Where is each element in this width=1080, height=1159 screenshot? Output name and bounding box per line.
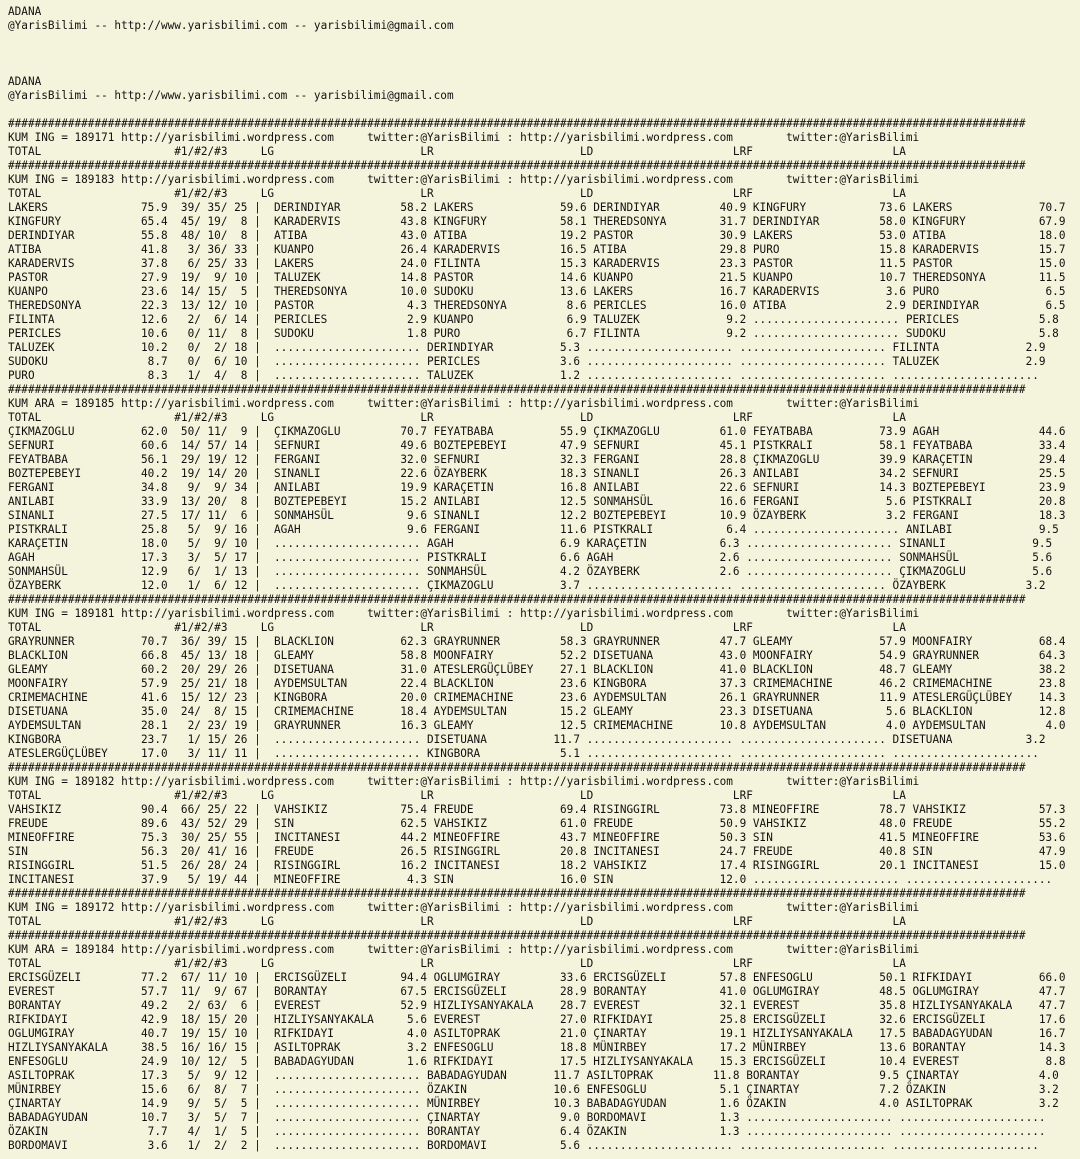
report-line: KARAÇETIN 18.0 5/ 9/ 10 | ...................... AGAH 6.9 KARAÇETIN 6.3 ...................... SINANLI 9.5: [8, 537, 1053, 550]
section-divider: #########################################################################################################################################################: [8, 929, 1026, 942]
report-line: KINGBORA 23.7 1/ 15/ 26 | ...................... DISETUANA 11.7 ...................... ...................... DISETUANA 3.2: [8, 733, 1046, 746]
report-line: SIN 56.3 20/ 41/ 16 | FREUDE 26.5 RISINGGIRL 20.8 INCITANESI 24.7 FREUDE 40.8 SIN 47.9: [8, 845, 1066, 858]
race-header: KUM ARA = 189184 http://yarisbilimi.wordpress.com twitter:@YarisBilimi : http://yarisbilimi.wordpress.com twitter:@YarisBilimi: [8, 943, 920, 956]
report-line: ÇINARTAY 14.9 9/ 5/ 5 | ...................... MÜNIRBEY 10.3 BABADAGYUDAN 1.6 ÖZAKIN 4.0 ASILTOPRAK 3.2: [8, 1097, 1059, 1110]
section-divider: #########################################################################################################################################################: [8, 887, 1026, 900]
report-line: BORANTAY 49.2 2/ 63/ 6 | EVEREST 52.9 HIZLIYSANYAKALA 28.7 EVEREST 32.1 EVEREST 35.8 HIZLIYSANYAKALA 47.7: [8, 999, 1066, 1012]
section-divider: #########################################################################################################################################################: [8, 383, 1026, 396]
race-header: KUM ING = 189171 http://yarisbilimi.wordpress.com twitter:@YarisBilimi : http://yarisbilimi.wordpress.com twitter:@YarisBilimi: [8, 131, 920, 144]
race-header: KUM ING = 189183 http://yarisbilimi.wordpress.com twitter:@YarisBilimi : http://yarisbilimi.wordpress.com twitter:@YarisBilimi: [8, 173, 920, 186]
page-title: ADANA: [8, 5, 42, 18]
report-line: THEREDSONYA 22.3 13/ 12/ 10 | PASTOR 4.3 THEREDSONYA 8.6 PERICLES 16.0 ATIBA 2.9 DERINDIYAR 6.5: [8, 299, 1066, 312]
report-line: TALUZEK 10.2 0/ 2/ 18 | ...................... DERINDIYAR 5.3 ...................... ...................... FILINTA 2.9: [8, 341, 1046, 354]
report-line: DERINDIYAR 55.8 48/ 10/ 8 | ATIBA 43.0 ATIBA 19.2 PASTOR 30.9 LAKERS 53.0 ATIBA 18.0: [8, 229, 1066, 242]
report-line: BABADAGYUDAN 10.7 3/ 5/ 7 | ...................... ÇINARTAY 9.0 BORDOMAVI 1.3 ...................... ......................: [8, 1111, 1046, 1124]
column-header: TOTAL #1/#2/#3 LG LR LD LRF LA: [8, 187, 906, 200]
report-line: ERCISGÜZELI 77.2 67/ 11/ 10 | ERCISGÜZELI 94.4 OGLUMGIRAY 33.6 ERCISGÜZELI 57.8 ENFESOGLU 50.1 RIFKIDAYI 66.0: [8, 971, 1066, 984]
report-line: KUANPO 23.6 14/ 15/ 5 | THEREDSONYA 10.0 SUDOKU 13.6 LAKERS 16.7 KARADERVIS 3.6 PURO 6.5: [8, 285, 1066, 298]
report-line: RIFKIDAYI 42.9 18/ 15/ 20 | HIZLIYSANYAKALA 5.6 EVEREST 27.0 RIFKIDAYI 25.8 ERCISGÜZELI 32.6 ERCISGÜZELI 17.6: [8, 1013, 1066, 1026]
report-line: GRAYRUNNER 70.7 36/ 39/ 15 | BLACKLION 62.3 GRAYRUNNER 58.3 GRAYRUNNER 47.7 GLEAMY 57.9 MOONFAIRY 68.4: [8, 635, 1066, 648]
report-line: GLEAMY 60.2 20/ 29/ 26 | DISETUANA 31.0 ATESLERGÜÇLÜBEY 27.1 BLACKLION 41.0 BLACKLION 48.7 GLEAMY 38.2: [8, 663, 1066, 676]
report-line: MINEOFFIRE 75.3 30/ 25/ 55 | INCITANESI 44.2 MINEOFFIRE 43.7 MINEOFFIRE 50.3 SIN 41.5 MINEOFFIRE 53.6: [8, 831, 1066, 844]
section-divider: #########################################################################################################################################################: [8, 117, 1026, 130]
report-line: MÜNIRBEY 15.6 6/ 8/ 7 | ...................... ÖZAKIN 10.6 ENFESOGLU 5.1 ÇINARTAY 7.2 ÖZAKIN 3.2: [8, 1083, 1059, 1096]
column-header: TOTAL #1/#2/#3 LG LR LD LRF LA: [8, 145, 906, 158]
report-line: INCITANESI 37.9 5/ 19/ 44 | MINEOFFIRE 4.3 SIN 16.0 SIN 12.0 ...................... ......................: [8, 873, 1053, 886]
blank-line: [8, 33, 1065, 47]
report-line: ANILABI 33.9 13/ 20/ 8 | BOZTEPEBEYI 15.2 ANILABI 12.5 SONMAHSÜL 16.6 FERGANI 5.6 PISTKRALI 20.8: [8, 495, 1066, 508]
report-line: RISINGGIRL 51.5 26/ 28/ 24 | RISINGGIRL 16.2 INCITANESI 18.2 VAHSIKIZ 17.4 RISINGGIRL 20.1 INCITANESI 15.0: [8, 859, 1066, 872]
report-line: KINGFURY 65.4 45/ 19/ 8 | KARADERVIS 43.8 KINGFURY 58.1 THEREDSONYA 31.7 DERINDIYAR 58.0 KINGFURY 67.9: [8, 215, 1066, 228]
race-header: KUM ARA = 189185 http://yarisbilimi.wordpress.com twitter:@YarisBilimi : http://yarisbilimi.wordpress.com twitter:@YarisBilimi: [8, 397, 920, 410]
report-line: AYDEMSULTAN 28.1 2/ 23/ 19 | GRAYRUNNER 16.3 GLEAMY 12.5 CRIMEMACHINE 10.8 AYDEMSULTAN 4.0 AYDEMSULTAN 4.0: [8, 719, 1066, 732]
report-line: FERGANI 34.8 9/ 9/ 34 | ANILABI 19.9 KARAÇETIN 16.8 ANILABI 22.6 SEFNURI 14.3 BOZTEPEBEYI 23.9: [8, 481, 1066, 494]
report-line: PURO 8.3 1/ 4/ 8 | ...................... TALUZEK 1.2 ...................... ...................... ......................: [8, 369, 1039, 382]
section-divider: #########################################################################################################################################################: [8, 593, 1026, 606]
report-line: SONMAHSÜL 12.9 6/ 1/ 13 | ...................... SONMAHSÜL 4.2 ÖZAYBERK 2.6 ...................... ÇIKMAZOGLU 5.6: [8, 565, 1053, 578]
race-report-text: [8, 5, 1065, 1153]
report-line: FEYATBABA 56.1 29/ 19/ 12 | FERGANI 32.0 SEFNURI 32.3 FERGANI 28.8 ÇIKMAZOGLU 39.9 KARAÇETIN 29.4: [8, 453, 1066, 466]
report-line: FREUDE 89.6 43/ 52/ 29 | SIN 62.5 VAHSIKIZ 61.0 FREUDE 50.9 VAHSIKIZ 48.0 FREUDE 55.2: [8, 817, 1066, 830]
report-line: ÖZAKIN 7.7 4/ 1/ 5 | ...................... BORANTAY 6.4 ÖZAKIN 1.3 ...................... ......................: [8, 1125, 1046, 1138]
blank-line: [8, 61, 1065, 75]
report-line: PASTOR 27.9 19/ 9/ 10 | TALUZEK 14.8 PASTOR 14.6 KUANPO 21.5 KUANPO 10.7 THEREDSONYA 11.5: [8, 271, 1066, 284]
report-line: BLACKLION 66.8 45/ 13/ 18 | GLEAMY 58.8 MOONFAIRY 52.2 DISETUANA 43.0 MOONFAIRY 54.9 GRAYRUNNER 64.3: [8, 649, 1066, 662]
blank-line: [8, 103, 1065, 117]
column-header: TOTAL #1/#2/#3 LG LR LD LRF LA: [8, 411, 906, 424]
report-line: OGLUMGIRAY 40.7 19/ 15/ 10 | RIFKIDAYI 4.0 ASILTOPRAK 21.0 ÇINARTAY 19.1 HIZLIYSANYAKALA 17.5 BABADAGYUDAN 16.7: [8, 1027, 1066, 1040]
report-line: ASILTOPRAK 17.3 5/ 9/ 12 | ...................... BABADAGYUDAN 11.7 ASILTOPRAK 11.8 BORANTAY 9.5 ÇINARTAY 4.0: [8, 1069, 1059, 1082]
report-line: SEFNURI 60.6 14/ 57/ 14 | SEFNURI 49.6 BOZTEPEBEYI 47.9 SEFNURI 45.1 PISTKRALI 58.1 FEYATBABA 33.4: [8, 439, 1066, 452]
race-header: KUM ING = 189172 http://yarisbilimi.wordpress.com twitter:@YarisBilimi : http://yarisbilimi.wordpress.com twitter:@YarisBilimi: [8, 901, 920, 914]
column-header: TOTAL #1/#2/#3 LG LR LD LRF LA: [8, 957, 906, 970]
report-line: PERICLES 10.6 0/ 11/ 8 | SUDOKU 1.8 PURO 6.7 FILINTA 9.2 ...................... SUDOKU 5.8: [8, 327, 1059, 340]
report-line: HIZLIYSANYAKALA 38.5 16/ 16/ 15 | ASILTOPRAK 3.2 ENFESOGLU 18.8 MÜNIRBEY 17.2 MÜNIRBEY 13.6 BORANTAY 14.3: [8, 1041, 1066, 1054]
contact-line: @YarisBilimi -- http://www.yarisbilimi.com -- yarisbilimi@gmail.com: [8, 89, 454, 102]
report-line: BOZTEPEBEYI 40.2 19/ 14/ 20 | SINANLI 22.6 ÖZAYBERK 18.3 SINANLI 26.3 ANILABI 34.2 SEFNURI 25.5: [8, 467, 1066, 480]
race-header: KUM ING = 189181 http://yarisbilimi.wordpress.com twitter:@YarisBilimi : http://yarisbilimi.wordpress.com twitter:@YarisBilimi: [8, 607, 920, 620]
report-line: ÖZAYBERK 12.0 1/ 6/ 12 | ...................... ÇIKMAZOGLU 3.7 ...................... ...................... ÖZAYBERK 3.2: [8, 579, 1046, 592]
column-header: TOTAL #1/#2/#3 LG LR LD LRF LA: [8, 915, 906, 928]
report-line: LAKERS 75.9 39/ 35/ 25 | DERINDIYAR 58.2 LAKERS 59.6 DERINDIYAR 40.9 KINGFURY 73.6 LAKERS 70.7: [8, 201, 1066, 214]
report-line: SUDOKU 8.7 0/ 6/ 10 | ...................... PERICLES 3.6 ...................... ...................... TALUZEK 2.9: [8, 355, 1046, 368]
report-line: BORDOMAVI 3.6 1/ 2/ 2 | ...................... BORDOMAVI 5.6 ...................... ...................... ......................: [8, 1139, 1039, 1152]
report-line: PISTKRALI 25.8 5/ 9/ 16 | AGAH 9.6 FERGANI 11.6 PISTKRALI 6.4 ...................... ANILABI 9.5: [8, 523, 1059, 536]
report-line: ATIBA 41.8 3/ 36/ 33 | KUANPO 26.4 KARADERVIS 16.5 ATIBA 29.8 PURO 15.8 KARADERVIS 15.7: [8, 243, 1066, 256]
column-header: TOTAL #1/#2/#3 LG LR LD LRF LA: [8, 621, 906, 634]
contact-line: @YarisBilimi -- http://www.yarisbilimi.com -- yarisbilimi@gmail.com: [8, 19, 454, 32]
section-divider: #########################################################################################################################################################: [8, 761, 1026, 774]
blank-line: [8, 47, 1065, 61]
report-line: ATESLERGÜÇLÜBEY 17.0 3/ 11/ 11 | ...................... KINGBORA 5.1 ...................... ...................... ......................: [8, 747, 1039, 760]
race-header: KUM ING = 189182 http://yarisbilimi.wordpress.com twitter:@YarisBilimi : http://yarisbilimi.wordpress.com twitter:@YarisBilimi: [8, 775, 920, 788]
report-line: ÇIKMAZOGLU 62.0 50/ 11/ 9 | ÇIKMAZOGLU 70.7 FEYATBABA 55.9 ÇIKMAZOGLU 61.0 FEYATBABA 73.9 AGAH 44.6: [8, 425, 1066, 438]
report-line: SINANLI 27.5 17/ 11/ 6 | SONMAHSÜL 9.6 SINANLI 12.2 BOZTEPEBEYI 10.9 ÖZAYBERK 3.2 FERGANI 18.3: [8, 509, 1066, 522]
report-line: ENFESOGLU 24.9 10/ 12/ 5 | BABADAGYUDAN 1.6 RIFKIDAYI 17.5 HIZLIYSANYAKALA 15.3 ERCISGÜZELI 10.4 EVEREST 8.8: [8, 1055, 1066, 1068]
report-line: MOONFAIRY 57.9 25/ 21/ 18 | AYDEMSULTAN 22.4 BLACKLION 23.6 KINGBORA 37.3 CRIMEMACHINE 46.2 CRIMEMACHINE 23.8: [8, 677, 1066, 690]
report-line: DISETUANA 35.0 24/ 8/ 15 | CRIMEMACHINE 18.4 AYDEMSULTAN 15.2 GLEAMY 23.3 DISETUANA 5.6 BLACKLION 12.8: [8, 705, 1066, 718]
report-line: EVEREST 57.7 11/ 9/ 67 | BORANTAY 67.5 ERCISGÜZELI 28.9 BORANTAY 41.0 OGLUMGIRAY 48.5 OGLUMGIRAY 47.7: [8, 985, 1066, 998]
page-title: ADANA: [8, 75, 42, 88]
report-line: AGAH 17.3 3/ 5/ 17 | ...................... PISTKRALI 6.6 AGAH 2.6 ...................... SONMAHSÜL 5.6: [8, 551, 1053, 564]
report-line: CRIMEMACHINE 41.6 15/ 12/ 23 | KINGBORA 20.0 CRIMEMACHINE 23.6 AYDEMSULTAN 26.1 GRAYRUNNER 11.9 ATESLERGÜÇLÜBEY 14.3: [8, 691, 1066, 704]
section-divider: #########################################################################################################################################################: [8, 159, 1026, 172]
column-header: TOTAL #1/#2/#3 LG LR LD LRF LA: [8, 789, 906, 802]
report-line: FILINTA 12.6 2/ 6/ 14 | PERICLES 2.9 KUANPO 6.9 TALUZEK 9.2 ...................... PERICLES 5.8: [8, 313, 1059, 326]
report-line: KARADERVIS 37.8 6/ 25/ 33 | LAKERS 24.0 FILINTA 15.3 KARADERVIS 23.3 PASTOR 11.5 PASTOR 15.0: [8, 257, 1066, 270]
report-line: VAHSIKIZ 90.4 66/ 25/ 22 | VAHSIKIZ 75.4 FREUDE 69.4 RISINGGIRL 73.8 MINEOFFIRE 78.7 VAHSIKIZ 57.3: [8, 803, 1066, 816]
